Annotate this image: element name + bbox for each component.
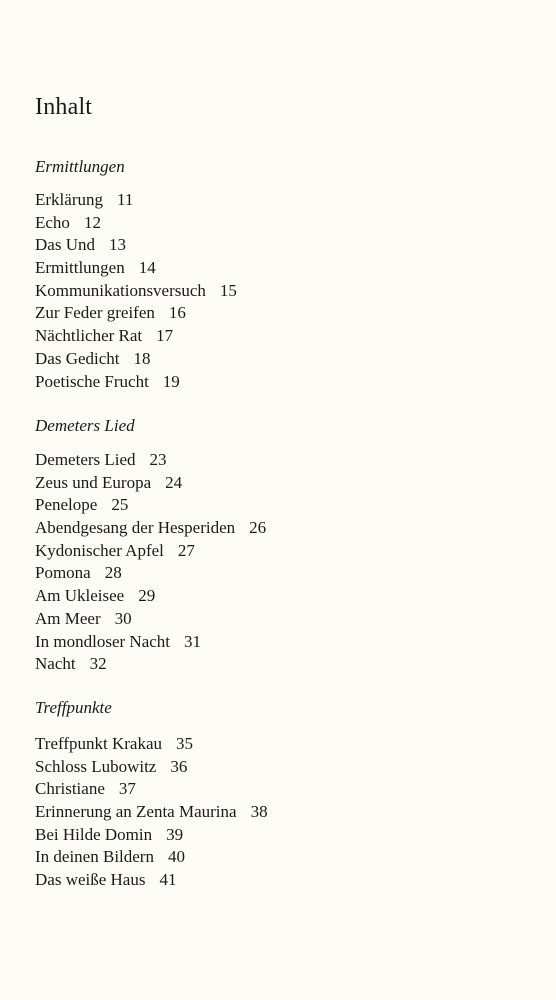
entry-page-number: 28 — [104, 563, 122, 583]
entry-title: Pomona — [35, 563, 91, 583]
entry-title: Das weiße Haus — [35, 870, 146, 890]
entry-page-number: 23 — [149, 450, 167, 469]
entry-title: Demeters Lied — [35, 450, 136, 469]
toc-entry — [35, 472, 266, 495]
entry-title: In deinen Bildern — [35, 847, 154, 867]
entry-title: Bei Hilde Domin — [35, 824, 153, 844]
entry-title: Nacht — [35, 654, 76, 674]
toc-entry — [35, 302, 237, 325]
entry-title: Erklärung — [35, 190, 103, 209]
entry-page-number: 12 — [83, 212, 101, 232]
entry-page-number: 38 — [250, 802, 268, 822]
entry-title: Das Gedicht — [35, 348, 120, 368]
entry-title: Kommunikationsversuch — [35, 280, 206, 300]
entry-page-number: 32 — [89, 654, 107, 674]
section-entries-ermittlungen — [35, 189, 237, 393]
entry-title: Christiane — [35, 779, 105, 799]
entry-page-number: 36 — [170, 756, 188, 776]
entry-title: Poetische Frucht — [35, 371, 149, 391]
entry-title: In mondloser Nacht — [35, 631, 171, 651]
toc-entry — [35, 234, 237, 257]
entry-page-number: 16 — [168, 303, 186, 323]
entry-page-number: 35 — [176, 734, 194, 753]
entry-page-number: 37 — [118, 779, 136, 799]
toc-entry — [35, 280, 237, 303]
toc-entry — [35, 608, 266, 631]
entry-page-number: 11 — [116, 190, 134, 209]
toc-entry — [35, 517, 266, 540]
toc-entry — [35, 212, 237, 235]
entry-title: Zur Feder greifen — [35, 303, 155, 323]
entry-page-number: 18 — [133, 348, 151, 368]
entry-title: Am Meer — [35, 608, 101, 628]
toc-entry — [35, 653, 266, 676]
entry-page-number: 40 — [167, 847, 185, 867]
entry-page-number: 30 — [114, 608, 132, 628]
toc-entry — [35, 778, 268, 801]
section-heading-treffpunkte: Treffpunkte — [35, 698, 112, 717]
toc-entry — [35, 824, 268, 847]
toc-entry — [35, 257, 237, 280]
entry-title: Zeus und Europa — [35, 472, 152, 492]
entry-page-number: 26 — [249, 518, 267, 538]
section-heading-ermittlungen: Ermittlungen — [35, 157, 125, 176]
entry-title: Kydonischer Apfel — [35, 540, 164, 560]
entry-page-number: 31 — [184, 631, 202, 651]
toc-entry — [35, 540, 266, 563]
entry-title: Treffpunkt Krakau — [35, 734, 163, 753]
entry-title: Am Ukleisee — [35, 586, 125, 606]
entry-title: Erinnerung an Zenta Maurina — [35, 802, 237, 822]
entry-title: Nächtlicher Rat — [35, 326, 143, 346]
entry-page-number: 24 — [165, 472, 183, 492]
entry-page-number: 14 — [138, 258, 156, 278]
entry-title: Schloss Lubowitz — [35, 756, 157, 776]
toc-entry — [35, 631, 266, 654]
entry-page-number: 39 — [166, 824, 184, 844]
toc-entry — [35, 869, 268, 892]
section-heading-demeters-lied: Demeters Lied — [35, 416, 135, 435]
page-title: Inhalt — [35, 94, 93, 120]
entry-title: Das Und — [35, 235, 95, 255]
entry-page-number: 13 — [108, 235, 126, 255]
toc-entry — [35, 189, 237, 212]
toc-entry — [35, 801, 268, 824]
entry-page-number: 17 — [156, 326, 174, 346]
section-entries-demeters-lied — [35, 449, 266, 676]
entry-title: Abendgesang der Hesperiden — [35, 518, 236, 538]
toc-entry — [35, 562, 266, 585]
entry-page-number: 25 — [111, 495, 129, 515]
toc-entry — [35, 449, 266, 472]
entry-page-number: 27 — [177, 540, 195, 560]
toc-entry — [35, 733, 268, 756]
toc-entry — [35, 494, 266, 517]
entry-title: Penelope — [35, 495, 98, 515]
toc-entry — [35, 846, 268, 869]
entry-title: Echo — [35, 212, 70, 232]
entry-page-number: 15 — [219, 280, 237, 300]
toc-entry — [35, 371, 237, 394]
section-entries-treffpunkte — [35, 733, 268, 892]
entry-page-number: 19 — [162, 371, 180, 391]
toc-entry — [35, 348, 237, 371]
toc-entry — [35, 756, 268, 779]
entry-page-number: 29 — [138, 586, 156, 606]
toc-entry — [35, 585, 266, 608]
entry-page-number: 41 — [159, 870, 177, 890]
entry-title: Ermittlungen — [35, 258, 125, 278]
toc-entry — [35, 325, 237, 348]
